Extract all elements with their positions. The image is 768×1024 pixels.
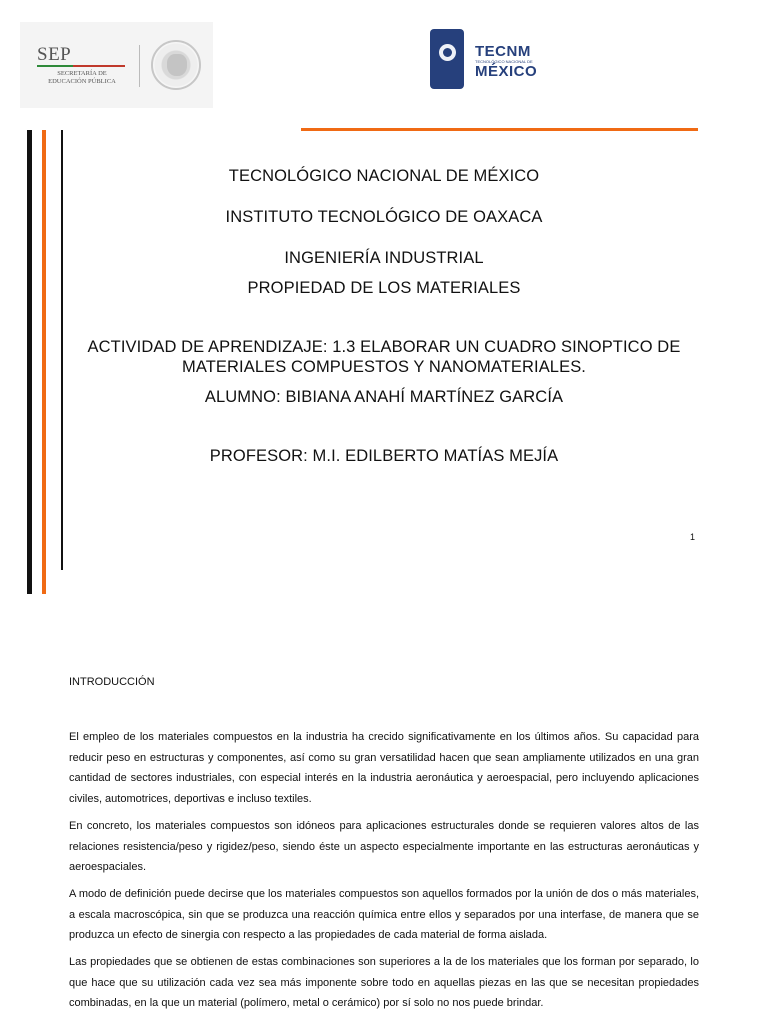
activity-line-2: MATERIALES COMPUESTOS Y NANOMATERIALES. <box>182 358 586 376</box>
sep-green-rule <box>37 65 73 67</box>
subject-title: PROPIEDAD DE LOS MATERIALES <box>247 279 521 297</box>
intro-paragraph-4: Las propiedades que se obtienen de estas combinaciones son superiores a la de los materiales que los forman por separado, lo que hace que su utilización cada vez sea más imponente sobre todo en aquellas piezas en las que se necesitan propiedades combinadas, en la que un material (polímero, metal o cerámico) por sí solo no nos puede brindar. <box>69 956 699 1009</box>
tecnm-subtitle: TECNOLÓGICO NACIONAL DE <box>475 59 533 64</box>
sep-subtitle <box>37 70 127 86</box>
tecnm-country: MÉXICO <box>475 63 538 80</box>
tecnm-name: TECNM <box>475 43 531 60</box>
sep-divider <box>139 45 140 87</box>
activity-line-1: ACTIVIDAD DE APRENDIZAJE: 1.3 ELABORAR UN CUADRO SINOPTICO DE <box>87 338 681 356</box>
sep-subtitle-line1: SECRETARÍA DE <box>57 70 107 77</box>
career-title: INGENIERÍA INDUSTRIAL <box>284 249 484 267</box>
intro-paragraph-3: A modo de definición puede decirse que los materiales compuestos son aquellos formados por la unión de dos o más materiales, a escala macroscópica, sin que se produzca una reacción química entre ellos y separados por una interfase, de manera que se produzca un efecto de sinergia con respecto a las propiedades de cada material de forma aislada. <box>69 888 699 941</box>
professor-name: PROFESOR: M.I. EDILBERTO MATÍAS MEJÍA <box>209 447 559 465</box>
intro-heading: INTRODUCCIÓN <box>69 676 155 688</box>
header-orange-rule <box>301 128 698 131</box>
page-number: 1 <box>690 532 696 542</box>
tecnm-logo <box>429 29 538 91</box>
sep-acronym: SEP <box>37 44 72 65</box>
intro-paragraph-2: En concreto, los materiales compuestos son idóneos para aplicaciones estructurales donde se requieren valores altos de las relaciones resistencia/peso y rigidez/peso, siendo éste un aspecto especialmente importante en las estructuras aeronáuticas y aeroespaciales. <box>69 820 699 873</box>
student-name: ALUMNO: BIBIANA ANAHÍ MARTÍNEZ GARCÍA <box>204 388 564 406</box>
institute-title: INSTITUTO TECNOLÓGICO DE OAXACA <box>225 208 543 226</box>
left-black-stripe <box>27 130 32 594</box>
sep-red-rule <box>73 65 125 67</box>
eagle-icon <box>167 54 187 76</box>
left-orange-stripe <box>42 130 46 594</box>
intro-paragraph-1: El empleo de los materiales compuestos en la industria ha crecido significativamente en los últimos años. Su capacidad para reducir peso en estructuras y componentes, así como su gran versatilidad hacen que sean ampliamente utilizados en una gran cantidad de sectores industriales, con especial interés en la industria aeronáutica y aeroespacial, pero incluyendo aplicaciones civiles, automotrices, deportivas e incluso textiles. <box>69 731 699 805</box>
institution-title: TECNOLÓGICO NACIONAL DE MÉXICO <box>228 167 540 185</box>
mexico-seal-icon <box>151 40 201 90</box>
gear-icon <box>430 29 464 89</box>
sep-subtitle-line2: EDUCACIÓN PÚBLICA <box>48 78 116 85</box>
